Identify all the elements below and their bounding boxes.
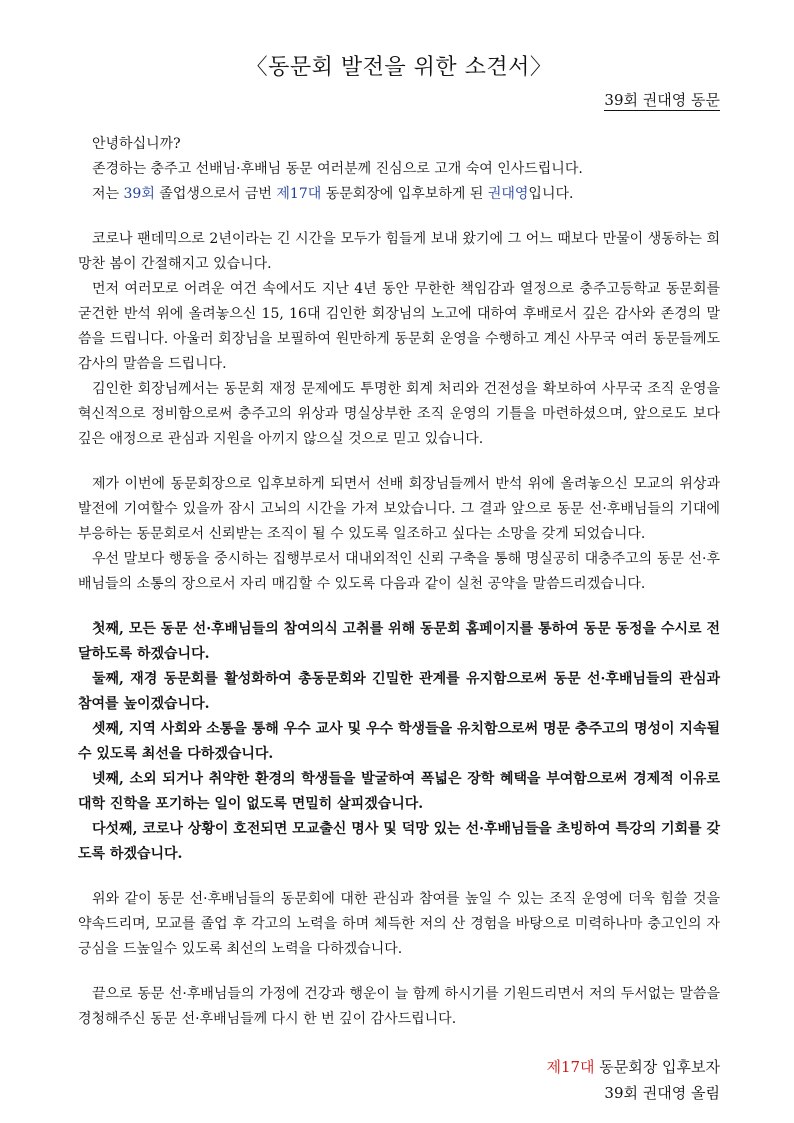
intro-paragraph: 먼저 여러모로 어려운 여건 속에서도 지난 4년 동안 무한한 책임감과 열정으로 충주고등학교 동문회를 굳건한 반석 위에 올려놓으신 15, 16대 김인한 회장님의 노고에 대하여 후배로서 깊은 감사와 존경의 말씀을 드립니다. 아울러 회장님을 보필하여 원만하게 동문회 운영을 수행하고 계신 사무국 여러 동문들께도 감사의 말씀을 드립니다.	[78, 281, 720, 372]
document-title: 〈동문회 발전을 위한 소견서〉	[245, 55, 553, 80]
author-name: 39회 권대영 동문	[604, 91, 720, 109]
document-page	[78, 44, 720, 1106]
pledge-item: 첫째, 모든 동문 선·후배님들의 참여의식 고취를 위해 동문회 홈페이지를 통하여 동문 동정을 수시로 전달하도록 하겠습니다.	[78, 621, 720, 662]
greeting-text: 동문회장에 입후보하게 된	[321, 186, 488, 202]
signature-line-1	[78, 1054, 720, 1080]
pledge-item: 셋째, 지역 사회와 소통을 통해 우수 교사 및 우수 학생들을 유치함으로써 명문 충주고의 명성이 지속될 수 있도록 최선을 다하겠습니다.	[78, 721, 720, 762]
greeting-section	[78, 132, 720, 207]
greeting-line-1: 안녕하십니까?	[92, 136, 181, 152]
closing-paragraph: 끝으로 동문 선·후배님들의 가정에 건강과 행운이 늘 함께 하시기를 기원드리면서 저의 두서없는 말씀을 경청해주신 동문 선·후배님들께 다시 한 번 깊이 감사드립니다.	[78, 986, 720, 1027]
pledges-section	[78, 617, 720, 867]
signature-term: 제17대	[546, 1058, 595, 1076]
resolve-paragraph: 제가 이번에 동문회장으로 입후보하게 되면서 선배 회장님들께서 반석 위에 올려놓으신 모교의 위상과 발전에 기여할수 있을까 잠시 고뇌의 시간을 가져 보았습니다. 그 결과 앞으로 동문 선·후배님들의 기대에 부응하는 동문회로서 신뢰받는 조직이 될 수 있도록 일조하고 싶다는 소망을 갖게 되었습니다.	[78, 476, 720, 542]
intro-paragraph: 코로나 팬데믹으로 2년이라는 긴 시간을 모두가 힘들게 보내 왔기에 그 어느 때보다 만물이 생동하는 희망찬 봄이 간절해지고 있습니다.	[78, 231, 720, 272]
pledge-item: 둘째, 재경 동문회를 활성화하여 총동문회와 긴밀한 관계를 유지함으로써 동문 선·후배님들의 관심과 참여를 높이겠습니다.	[78, 671, 720, 712]
signature-block	[78, 1054, 720, 1106]
closing-paragraph: 위와 같이 동문 선·후배님들의 동문회에 대한 관심과 참여를 높일 수 있는 조직 운영에 더욱 힘쓸 것을 약속드리며, 모교를 졸업 후 각고의 노력을 하며 체득한 저의 산 경험을 바탕으로 미력하나마 충고인의 자긍심을 드높일수 있도록 최선의 노력을 다하겠습니다.	[78, 891, 720, 957]
intro-section	[78, 227, 720, 452]
greeting-text: 입니다.	[528, 186, 574, 202]
term-number: 제17대	[276, 186, 322, 202]
resolve-paragraph: 우선 말보다 행동을 중시하는 집행부로서 대내외적인 신뢰 구축을 통해 명실공히 대충주고의 동문 선·후배님들의 소통의 장으로서 자리 매김할 수 있도록 다음과 같이 실천 공약을 말씀드리겠습니다.	[78, 551, 720, 592]
class-number: 39회	[123, 186, 155, 202]
closing-section	[78, 887, 720, 1032]
candidate-name: 권대영	[487, 186, 529, 202]
pledge-item: 넷째, 소외 되거나 취약한 환경의 학생들을 발굴하여 폭넓은 장학 혜택을 부여함으로써 경제적 이유로 대학 진학을 포기하는 일이 없도록 면밀히 살피겠습니다.	[78, 771, 720, 812]
greeting-text: 저는	[92, 186, 124, 202]
signature-role: 동문회장 입후보자	[594, 1058, 720, 1076]
pledge-item: 다섯째, 코로나 상황이 호전되면 모교출신 명사 및 덕망 있는 선·후배님들을 초빙하여 특강의 기회를 갖도록 하겠습니다.	[78, 821, 720, 862]
author-line	[78, 89, 720, 110]
signature-line-2: 39회 권대영 올림	[604, 1084, 720, 1102]
greeting-text: 졸업생으로서 금번	[154, 186, 277, 202]
intro-paragraph: 김인한 회장님께서는 동문회 재정 문제에도 투명한 회계 처리와 건전성을 확보하여 사무국 조직 운영을 혁신적으로 정비함으로써 충주고의 위상과 명실상부한 조직 운영의 기틀을 마련하셨으며, 앞으로도 보다 깊은 애정으로 관심과 지원을 아끼지 않으실 것으로 믿고 있습니다.	[78, 381, 720, 447]
greeting-line-2: 존경하는 충주고 선배님·후배님 동문 여러분께 진심으로 고개 숙여 인사드립니다.	[92, 161, 583, 177]
greeting-line-3	[78, 182, 720, 207]
resolve-section	[78, 472, 720, 597]
